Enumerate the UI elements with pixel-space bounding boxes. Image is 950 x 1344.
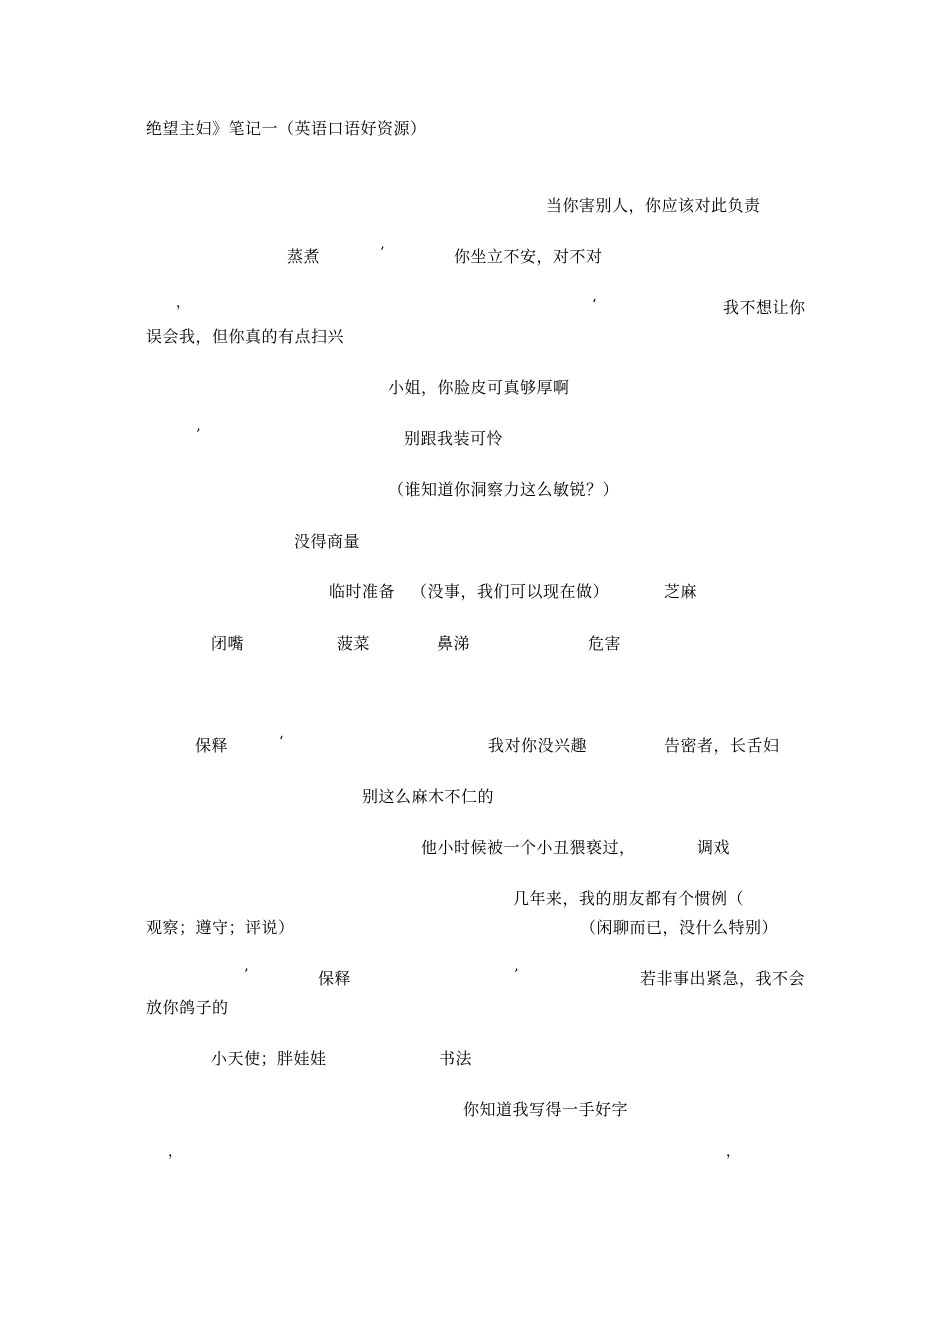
apostrophe-mark: ’ <box>244 967 249 983</box>
apostrophe-mark: ’ <box>380 245 385 261</box>
line-numb: 别这么麻木不仁的 <box>362 787 495 806</box>
word-shut-up: 闭嘴 <box>211 634 245 653</box>
line-responsibility: 当你害别人，你应该对此负责 <box>546 196 761 215</box>
line-uneasy: 你坐立不安，对不对 <box>454 247 603 266</box>
word-tease: 调戏 <box>697 838 731 857</box>
line-misunderstand-start: 我不想让你 <box>723 298 806 317</box>
word-spinach: 菠菜 <box>337 634 371 653</box>
line-do-it-now: （没事，我们可以现在做） <box>411 582 610 601</box>
comma-mark: ， <box>168 1144 182 1160</box>
word-sesame: 芝麻 <box>664 582 698 601</box>
document-title: 绝望主妇》笔记一（英语口语好资源） <box>146 119 427 138</box>
line-clown: 他小时候被一个小丑猥亵过， <box>421 838 636 857</box>
word-prepare: 临时准备 <box>329 582 396 601</box>
line-just-chatting: （闲聊而已，没什么特别） <box>580 918 779 937</box>
apostrophe-mark: ’ <box>196 427 201 443</box>
line-custom-glosses: 观察；遵守；评说） <box>146 918 295 937</box>
line-emergency-start: 若非事出紧急，我不会 <box>640 969 806 988</box>
word-steam: 蒸煮 <box>287 247 321 266</box>
word-bail-again: 保释 <box>318 969 352 988</box>
quote-mark: ‘ <box>279 734 284 750</box>
word-bail: 保释 <box>195 736 229 755</box>
comma-mark: ， <box>726 1144 740 1160</box>
word-calligraphy: 书法 <box>439 1049 473 1068</box>
word-snot: 鼻涕 <box>437 634 471 653</box>
comma-mark: ， <box>176 295 190 311</box>
apostrophe-mark: ’ <box>514 967 519 983</box>
line-thick-skin: 小姐，你脸皮可真够厚啊 <box>388 378 570 397</box>
line-pitiful: 别跟我装可怜 <box>404 429 504 448</box>
line-perceptive: （谁知道你洞察力这么敏锐？） <box>388 480 620 499</box>
line-misunderstand-end: 误会我，但你真的有点扫兴 <box>146 327 345 346</box>
line-custom-start: 几年来，我的朋友都有个惯例（ <box>513 889 745 908</box>
line-emergency-end: 放你鸽子的 <box>146 998 229 1017</box>
quote-mark: ‘ <box>592 297 597 313</box>
line-handwriting: 你知道我写得一手好字 <box>463 1100 629 1119</box>
word-harm: 危害 <box>588 634 622 653</box>
word-non-negotiable: 没得商量 <box>294 532 361 551</box>
word-snitch: 告密者，长舌妇 <box>664 736 780 755</box>
line-not-interested: 我对你没兴趣 <box>488 736 588 755</box>
word-cherub: 小天使；胖娃娃 <box>211 1049 327 1068</box>
